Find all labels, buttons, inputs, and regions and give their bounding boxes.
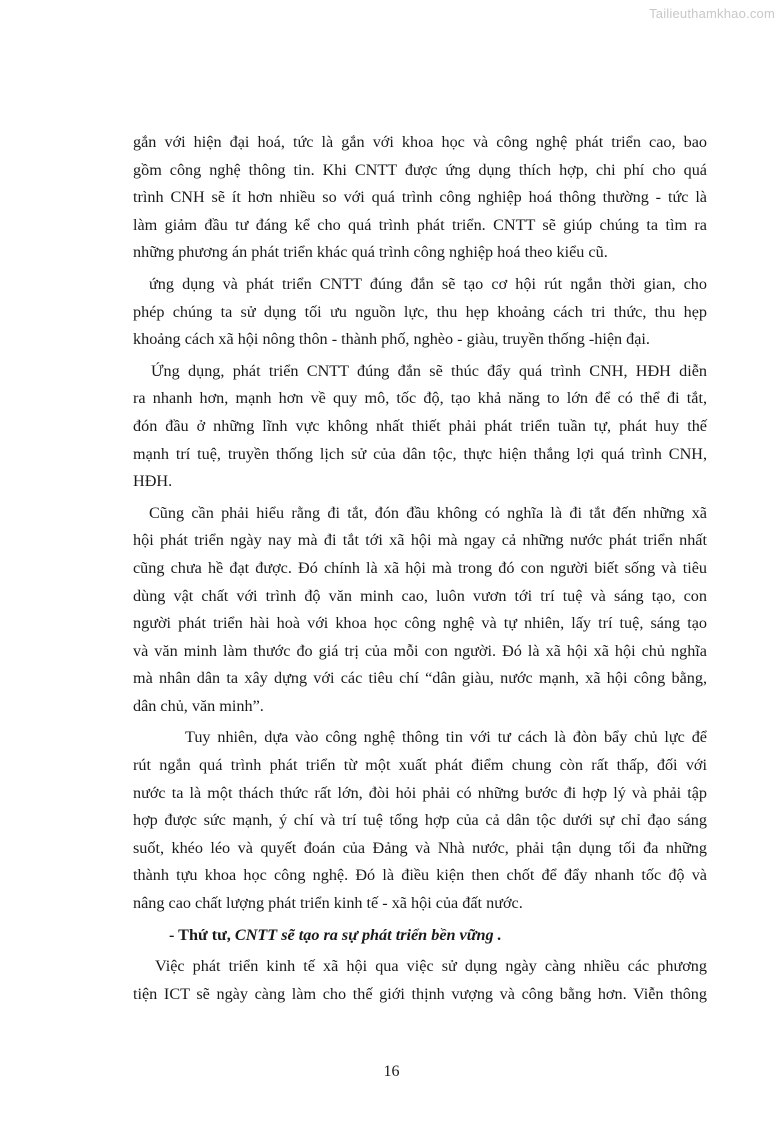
page-number: 16 bbox=[383, 1063, 400, 1080]
text-line: HĐH. bbox=[133, 472, 173, 491]
paragraph-cnh-cost bbox=[133, 129, 707, 267]
text-line: rút ngắn quá trình phát triển từ một xuất phát điểm chung còn rất thấp, đối với bbox=[133, 756, 707, 775]
text-line: Ứng dụng, phát triển CNTT đúng đắn sẽ thúc đẩy quá trình CNH, HĐH diễn bbox=[151, 361, 707, 380]
paragraph-ict-development bbox=[133, 953, 707, 1008]
text-line: người phát triển hài hoà với khoa học công nghệ và tự nhiên, lấy trí tuệ, sáng tạo bbox=[133, 614, 707, 633]
text-line: gồm công nghệ thông tin. Khi CNTT được ứng dụng thích hợp, chi phí cho quá bbox=[133, 160, 707, 179]
text-line: ra nhanh hơn, mạnh hơn về quy mô, tốc độ, tạo khả năng to lớn để có thể đi tắt, bbox=[133, 389, 707, 408]
paragraph-shorten-time bbox=[133, 271, 707, 354]
text-line: suốt, khéo léo và quyết đoán của Đảng và Nhà nước, phải tận dụng tối đa những bbox=[133, 838, 707, 857]
paragraph-challenge bbox=[133, 724, 707, 917]
paragraph-leapfrog bbox=[133, 500, 707, 721]
text-line: Việc phát triển kinh tế xã hội qua việc sử dụng ngày càng nhiều các phương bbox=[155, 957, 707, 976]
text-line: nâng cao chất lượng phát triển kinh tế - xã hội của đất nước. bbox=[133, 894, 523, 913]
paragraph-accelerate-cnh bbox=[133, 358, 707, 496]
text-line: trình CNH sẽ ít hơn nhiều so với quá trình công nghiệp hoá thông thường - tức là bbox=[133, 188, 707, 207]
text-line: nước ta là một thách thức rất lớn, đòi hỏi phải có những bước đi hợp lý và phải tập bbox=[133, 783, 707, 802]
text-line: Cũng cần phải hiểu rằng đi tắt, đón đầu không có nghĩa là đi tắt đến những xã bbox=[149, 503, 707, 522]
text-line: những phương án phát triển khác quá trình công nghiệp hoá theo kiểu cũ. bbox=[133, 243, 608, 262]
text-line: hội phát triển ngày nay mà đi tắt tới xã hội mà ngay cả những nước phát triển nhất bbox=[133, 531, 707, 550]
text-line: mạnh trí tuệ, truyền thống lịch sử của dân tộc, thực hiện thắng lợi quá trình CNH, bbox=[133, 444, 707, 463]
text-line: tiện ICT sẽ ngày càng làm cho thế giới thịnh vượng và công bằng hơn. Viễn thông bbox=[133, 984, 707, 1003]
section-heading-fourth bbox=[133, 922, 707, 950]
text-line: gắn với hiện đại hoá, tức là gắn với khoa học và công nghệ phát triển cao, bao bbox=[133, 133, 707, 151]
heading-line bbox=[133, 922, 707, 950]
text-line: thành tựu khoa học công nghệ. Đó là điều kiện then chốt để đẩy nhanh tốc độ và bbox=[133, 866, 707, 885]
heading-emphasis: CNTT sẽ tạo ra sự phát triển bền vững . bbox=[234, 925, 502, 944]
text-line: mà nhân dân ta xây dựng với các tiêu chí “dân giàu, nước mạnh, xã hội công bằng, bbox=[133, 669, 707, 688]
text-line: đón đầu ở những lĩnh vực không nhất thiết phải phát triển tuần tự, phát huy thế bbox=[133, 416, 707, 435]
heading-prefix: - Thứ tư, bbox=[169, 925, 235, 944]
text-line: phép chúng ta sử dụng tối ưu nguồn lực, thu hẹp khoảng cách tri thức, thu hẹp bbox=[133, 302, 707, 321]
watermark: Tailieuthamkhao.com bbox=[649, 6, 775, 21]
text-line: ứng dụng và phát triển CNTT đúng đắn sẽ tạo cơ hội rút ngắn thời gian, cho bbox=[149, 274, 707, 293]
text-line: Tuy nhiên, dựa vào công nghệ thông tin với tư cách là đòn bẩy chủ lực để bbox=[185, 728, 707, 747]
document-body bbox=[133, 129, 707, 1008]
text-line: dân chủ, văn minh”. bbox=[133, 696, 264, 715]
text-line: và văn minh làm thước đo giá trị của mỗi con người. Đó là xã hội xã hội chủ nghĩa bbox=[133, 641, 707, 660]
text-line: cũng chưa hề đạt được. Đó chính là xã hội mà trong đó con người biết sống và tiêu bbox=[133, 558, 707, 577]
text-line: dùng vật chất với trình độ văn minh cao, luôn vươn tới trí tuệ và sáng tạo, con bbox=[133, 586, 707, 605]
text-line: hợp được sức mạnh, ý chí và trí tuệ tổng hợp của cả dân tộc dưới sự chỉ đạo sáng bbox=[133, 811, 707, 830]
text-line: làm giảm đầu tư đáng kể cho quá trình phát triển. CNTT sẽ giúp chúng ta tìm ra bbox=[133, 215, 707, 234]
text-line: khoảng cách xã hội nông thôn - thành phố, nghèo - giàu, truyền thống -hiện đại. bbox=[133, 330, 650, 349]
